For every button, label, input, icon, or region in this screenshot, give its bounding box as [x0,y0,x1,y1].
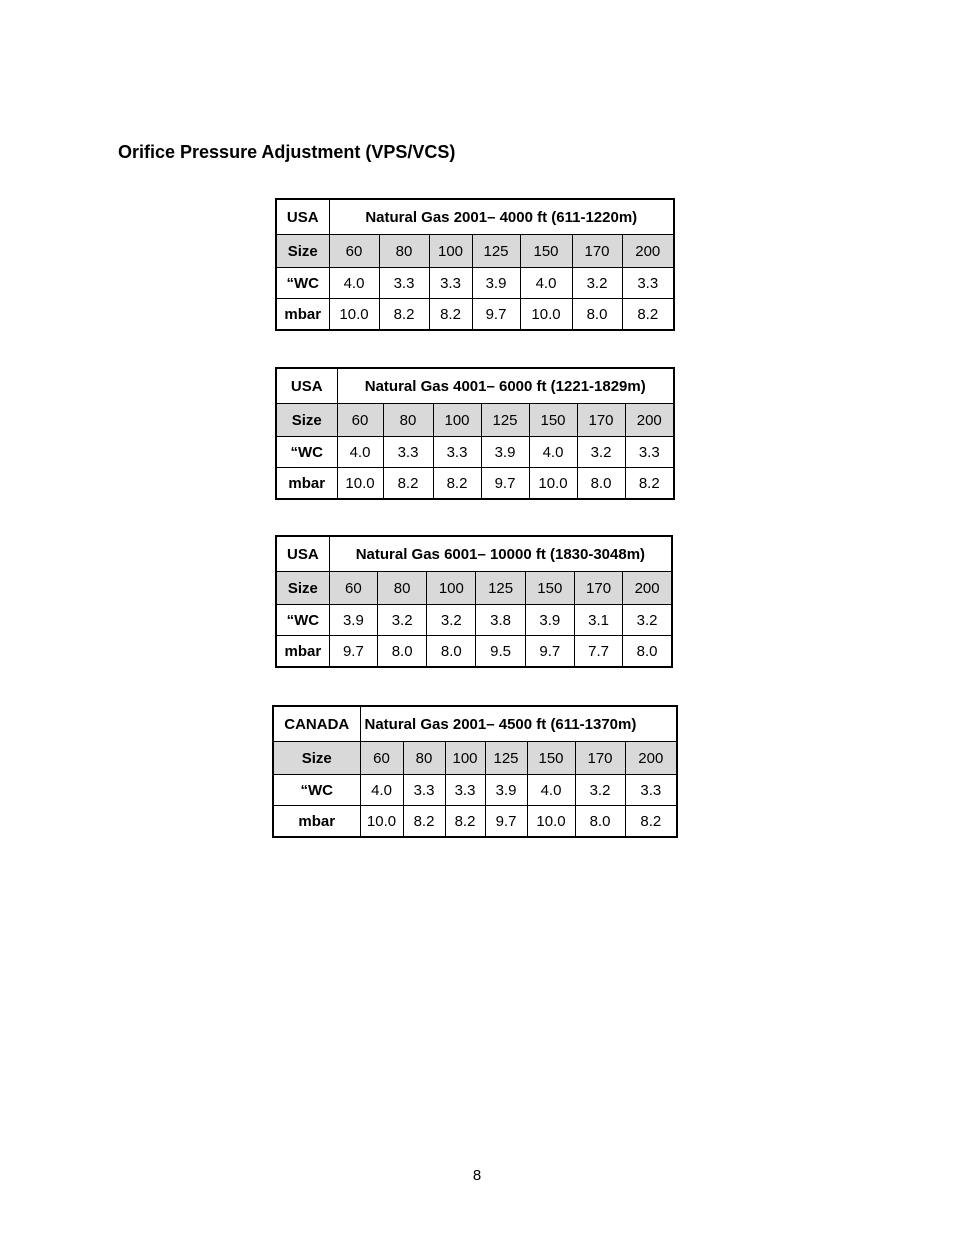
table-cell: 200 [625,742,677,775]
table-cell: 8.2 [622,299,674,331]
table-cell: 10.0 [520,299,572,331]
table-cell: 3.9 [329,605,377,636]
table-cell: 3.3 [625,437,674,468]
table-cell: 10.0 [529,468,577,500]
row-label: “WC [276,268,329,299]
pressure-table-canada-2001-4500 [272,705,678,838]
table-cell: 200 [625,404,674,437]
table-cell: 3.3 [379,268,429,299]
wc-row [276,268,674,299]
table-cell: 200 [623,572,672,605]
table-cell: 3.3 [429,268,472,299]
table-cell: 60 [360,742,403,775]
table-cell: 10.0 [527,806,575,838]
table-header-row [273,706,677,742]
table-cell: 3.2 [572,268,622,299]
region-label: USA [276,199,329,235]
region-label: CANADA [273,706,360,742]
pressure-table-usa-4001-6000 [275,367,675,500]
table-cell: 3.3 [383,437,433,468]
table-cell: 200 [622,235,674,268]
table-cell: 80 [378,572,427,605]
table-cell: 3.2 [623,605,672,636]
table-cell: 8.2 [383,468,433,500]
table-cell: 150 [525,572,574,605]
region-label: USA [276,536,329,572]
table-cell: 3.2 [378,605,427,636]
table-cell: 8.2 [433,468,481,500]
table-cell: 100 [433,404,481,437]
table-cell: 8.2 [429,299,472,331]
wc-row [273,775,677,806]
table-cell: 8.2 [445,806,485,838]
table-cell: 9.5 [476,636,525,668]
page-number: 8 [472,1167,482,1184]
table-heading: Natural Gas 4001– 6000 ft (1221-1829m) [337,368,674,404]
table-cell: 125 [485,742,527,775]
table-cell: 10.0 [360,806,403,838]
mbar-row [276,468,674,500]
table-cell: 4.0 [360,775,403,806]
table-cell: 9.7 [525,636,574,668]
table-cell: 3.3 [445,775,485,806]
size-row [276,404,674,437]
table-cell: 8.0 [575,806,625,838]
mbar-row [276,299,674,331]
table-cell: 60 [329,572,377,605]
table-cell: 8.0 [572,299,622,331]
table-cell: 3.9 [525,605,574,636]
row-label: Size [276,404,337,437]
page-title: Orifice Pressure Adjustment (VPS/VCS) [118,142,456,162]
table-cell: 3.3 [625,775,677,806]
table-cell: 7.7 [574,636,622,668]
table-cell: 10.0 [337,468,383,500]
wc-row [276,437,674,468]
table-cell: 80 [383,404,433,437]
row-label: mbar [273,806,360,838]
table-cell: 3.2 [577,437,625,468]
table-heading: Natural Gas 6001– 10000 ft (1830-3048m) [329,536,672,572]
table-cell: 4.0 [329,268,379,299]
table-cell: 8.2 [403,806,445,838]
row-label: “WC [276,605,329,636]
table-cell: 4.0 [527,775,575,806]
size-row [276,235,674,268]
table-cell: 9.7 [481,468,529,500]
table-cell: 170 [572,235,622,268]
table-cell: 8.0 [623,636,672,668]
table-cell: 8.2 [625,806,677,838]
table-cell: 9.7 [485,806,527,838]
size-row [273,742,677,775]
row-label: Size [273,742,360,775]
size-row [276,572,672,605]
table-cell: 100 [427,572,476,605]
table-cell: 80 [379,235,429,268]
table-cell: 10.0 [329,299,379,331]
table-cell: 8.2 [625,468,674,500]
table-cell: 3.3 [403,775,445,806]
table-cell: 60 [337,404,383,437]
table-cell: 3.2 [575,775,625,806]
table-cell: 8.0 [378,636,427,668]
table-cell: 3.3 [433,437,481,468]
region-label: USA [276,368,337,404]
table-cell: 125 [472,235,520,268]
row-label: Size [276,572,329,605]
table-cell: 4.0 [529,437,577,468]
table-cell: 170 [577,404,625,437]
wc-row [276,605,672,636]
table-heading: Natural Gas 2001– 4500 ft (611-1370m) [360,706,677,742]
table-cell: 100 [429,235,472,268]
table-cell: 170 [574,572,622,605]
row-label: mbar [276,299,329,331]
table-heading: Natural Gas 2001– 4000 ft (611-1220m) [329,199,674,235]
table-cell: 8.0 [427,636,476,668]
table-cell: 150 [520,235,572,268]
row-label: mbar [276,636,329,668]
table-cell: 4.0 [520,268,572,299]
table-header-row [276,536,672,572]
table-cell: 8.2 [379,299,429,331]
table-cell: 8.0 [577,468,625,500]
pressure-table-usa-6001-10000 [275,535,673,668]
row-label: “WC [273,775,360,806]
mbar-row [273,806,677,838]
table-cell: 9.7 [329,636,377,668]
table-cell: 3.9 [472,268,520,299]
table-cell: 3.1 [574,605,622,636]
table-cell: 3.9 [481,437,529,468]
row-label: “WC [276,437,337,468]
table-header-row [276,368,674,404]
row-label: Size [276,235,329,268]
row-label: mbar [276,468,337,500]
table-cell: 100 [445,742,485,775]
table-cell: 170 [575,742,625,775]
table-cell: 4.0 [337,437,383,468]
table-cell: 125 [476,572,525,605]
table-cell: 150 [527,742,575,775]
table-cell: 3.3 [622,268,674,299]
table-header-row [276,199,674,235]
table-cell: 3.8 [476,605,525,636]
table-cell: 9.7 [472,299,520,331]
table-cell: 80 [403,742,445,775]
mbar-row [276,636,672,668]
table-cell: 3.9 [485,775,527,806]
table-cell: 150 [529,404,577,437]
table-cell: 60 [329,235,379,268]
pressure-table-usa-2001-4000 [275,198,675,331]
table-cell: 3.2 [427,605,476,636]
table-cell: 125 [481,404,529,437]
